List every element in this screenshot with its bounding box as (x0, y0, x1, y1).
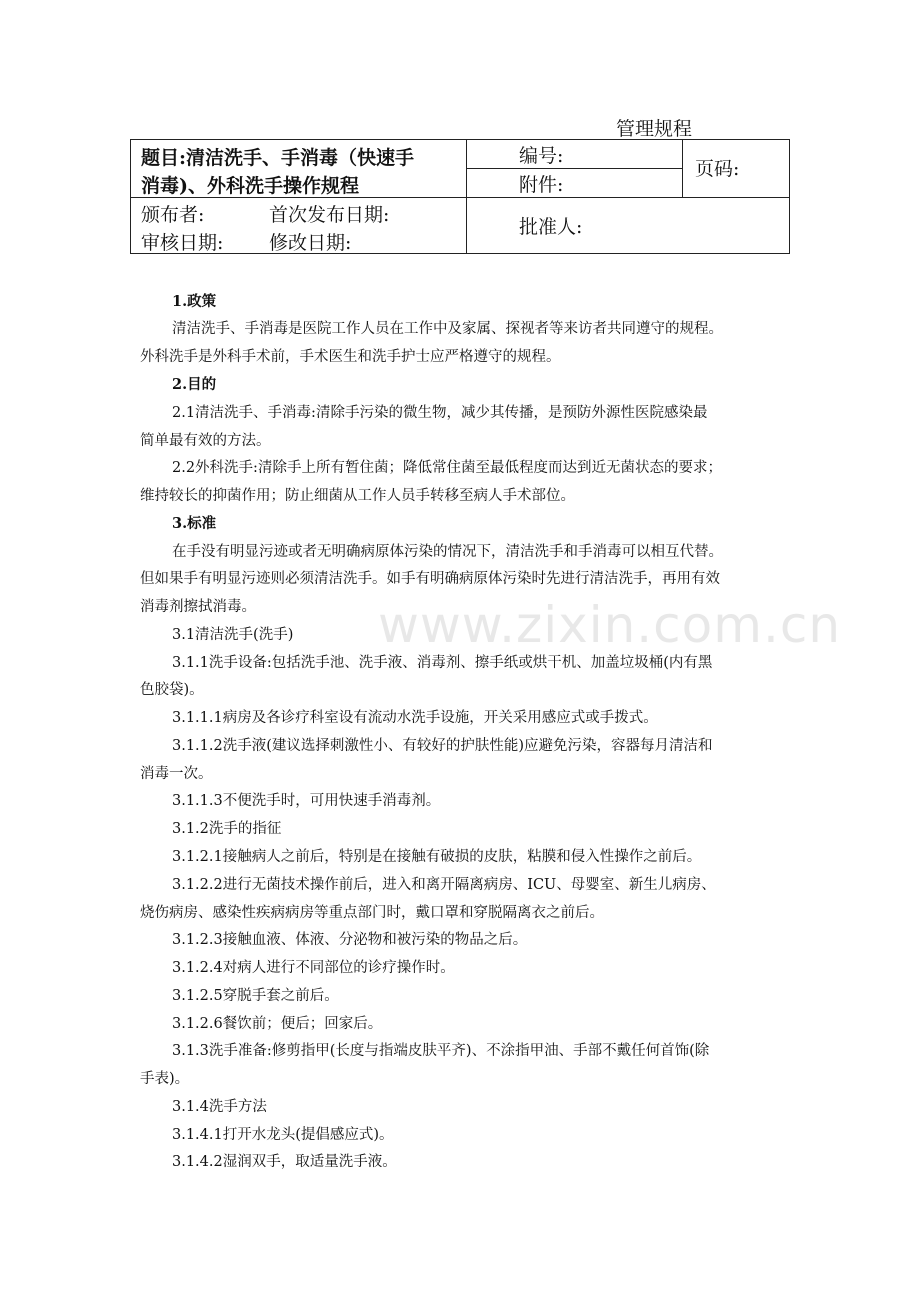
paragraph-line: 在手没有明显污迹或者无明确病原体污染的情况下，清洁洗手和手消毒可以相互代替。 (172, 544, 723, 560)
paragraph-line: 3.1.4.1打开水龙头(提倡感应式)。 (172, 1127, 394, 1143)
paragraph-line: 消毒一次。 (140, 766, 213, 782)
paragraph-line: 3.1清洁洗手(洗手) (172, 627, 294, 643)
section-heading: 1.政策 (172, 293, 217, 310)
watermark: www.zixin.com.cn (378, 596, 842, 654)
paragraph-line: 但如果手有明显污迹则必须清洁洗手。如手有明确病原体污染时先进行清洁洗手，再用有效 (140, 571, 720, 587)
review-row (141, 229, 466, 257)
number-cell (467, 140, 683, 169)
attachment-cell (467, 169, 683, 198)
paragraph-line: 3.1.1洗手设备:包括洗手池、洗手液、消毒剂、擦手纸或烘干机、加盖垃圾桶(内有黑 (172, 655, 713, 671)
issuer-cell (131, 198, 467, 254)
paragraph-line: 烧伤病房、感染性疾病病房等重点部门时，戴口罩和穿脱隔离衣之前后。 (140, 905, 604, 921)
section-heading: 2.目的 (172, 376, 217, 393)
paragraph-line: 3.1.1.1病房及各诊疗科室设有流动水洗手设施，开关采用感应式或手拨式。 (172, 710, 658, 726)
number-label: 编号: (519, 145, 564, 167)
paragraph-line: 手表)。 (140, 1071, 190, 1087)
header-table (130, 139, 790, 254)
revise-label: 修改日期: (269, 232, 352, 254)
paragraph-line: 3.1.2.6餐饮前；便后；回家后。 (172, 1016, 383, 1032)
paragraph-line: 维持较长的抑菌作用；防止细菌从工作人员手转移至病人手术部位。 (140, 488, 575, 504)
paragraph-line: 2.1清洁洗手、手消毒:清除手污染的微生物，减少其传播，是预防外源性医院感染最 (172, 405, 708, 421)
paragraph-line: 3.1.2.3接触血液、体液、分泌物和被污染的物品之后。 (172, 932, 528, 948)
paragraph-line: 2.2外科洗手:清除手上所有暂住菌；降低常住菌至最低程度而达到近无菌状态的要求； (172, 460, 722, 476)
paragraph-line: 3.1.4.2湿润双手，取适量洗手液。 (172, 1154, 397, 1170)
title-line-2: 消毒)、外科洗手操作规程 (141, 175, 359, 197)
page-cell (683, 140, 789, 198)
title-cell (131, 140, 467, 198)
first-issue-label: 首次发布日期: (269, 204, 390, 226)
paragraph-line: 3.1.2.5穿脱手套之前后。 (172, 988, 339, 1004)
review-label: 审核日期: (141, 232, 224, 254)
paragraph-line: 3.1.2洗手的指征 (172, 821, 282, 837)
section-heading: 3.标准 (172, 515, 217, 532)
approver-cell (467, 198, 789, 254)
paragraph-line: 3.1.3洗手准备:修剪指甲(长度与指端皮肤平齐)、不涂指甲油、手部不戴任何首饰(除 (172, 1043, 710, 1059)
paragraph-line: 色胶袋)。 (140, 682, 204, 698)
paragraph-line: 3.1.2.2进行无菌技术操作前后，进入和离开隔离病房、ICU、母婴室、新生儿病房、 (172, 877, 716, 893)
paragraph-line: 清洁洗手、手消毒是医院工作人员在工作中及家属、探视者等来访者共同遵守的规程。 (172, 321, 723, 337)
paragraph-line: 外科洗手是外科手术前，手术医生和洗手护士应严格遵守的规程。 (140, 349, 561, 365)
page-label: 页码: (695, 158, 740, 180)
paragraph-line: 3.1.2.4对病人进行不同部位的诊疗操作时。 (172, 960, 455, 976)
issuer-row (141, 201, 466, 229)
document-type-label: 管理规程 (616, 118, 693, 140)
approver-label: 批准人: (519, 216, 583, 238)
issuer-label: 颁布者: (141, 204, 205, 226)
paragraph-line: 消毒剂擦拭消毒。 (140, 599, 256, 615)
paragraph-line: 3.1.1.2洗手液(建议选择刺激性小、有较好的护肤性能)应避免污染，容器每月清洁和 (172, 738, 713, 754)
title-line-1: 题目:清洁洗手、手消毒（快速手 (141, 147, 415, 169)
paragraph-line: 3.1.1.3不便洗手时，可用快速手消毒剂。 (172, 793, 441, 809)
paragraph-line: 3.1.4洗手方法 (172, 1099, 267, 1115)
paragraph-line: 3.1.2.1接触病人之前后，特别是在接触有破损的皮肤，粘膜和侵入性操作之前后。 (172, 849, 702, 865)
paragraph-line: 简单最有效的方法。 (140, 433, 271, 449)
attachment-label: 附件: (519, 174, 564, 196)
